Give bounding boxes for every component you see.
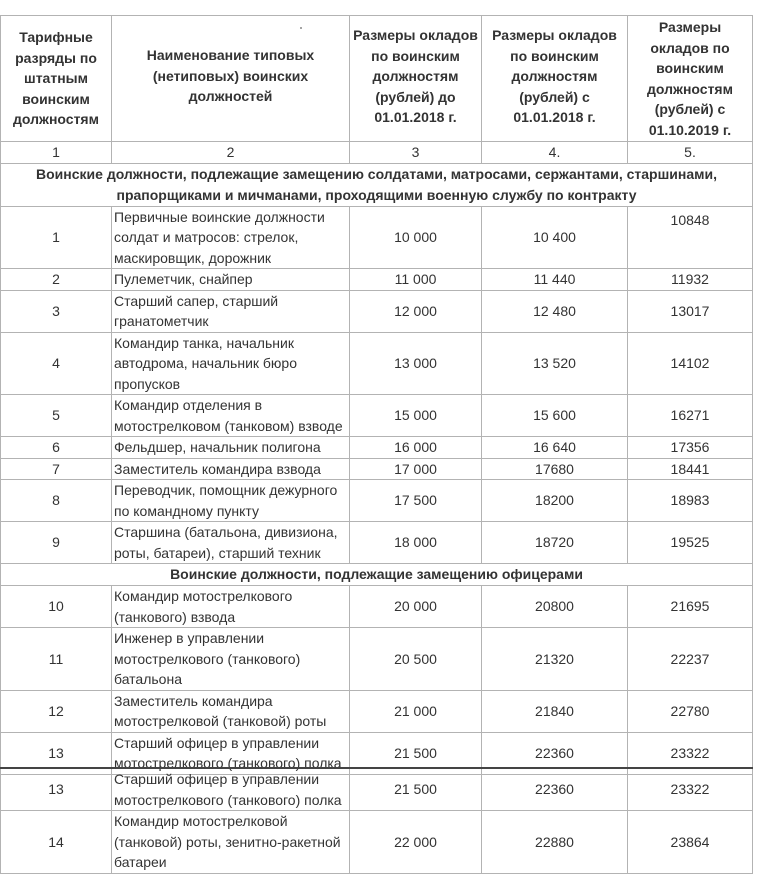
salary-before-2018-cell: 18 000 [350,522,482,564]
table-row [1,206,753,269]
salary-from-2019-cell: 23322 [628,732,753,774]
salary-from-2019-cell: 19525 [628,522,753,564]
grade-cell: 13 [1,732,112,774]
position-name-cell: Старший сапер, старший гранатометчик [112,290,350,332]
position-name-cell: Командир танка, начальник автодрома, начальник бюро пропусков [112,332,350,395]
salary-before-2018-cell: 22 000 [350,811,482,874]
table-row [1,480,753,522]
section-title-officers: Воинские должности, подлежащие замещению офицерами [1,564,753,586]
salary-from-2018-cell: 18720 [482,522,628,564]
salary-from-2019-cell: 10848 [628,206,753,269]
section-title-enlisted: Воинские должности, подлежащие замещению солдатами, матросами, сержантами, старшинами, прапорщиками и мичманами, проходящими военную службу по контракту [1,163,753,206]
salary-before-2018-cell: 21 500 [350,768,482,811]
salary-from-2018-cell: 22360 [482,768,628,811]
salary-from-2019-cell: 22237 [628,628,753,691]
section-row [1,564,753,586]
salary-before-2018-cell: 20 500 [350,628,482,691]
salary-from-2018-cell: 11 440 [482,269,628,291]
position-name-cell: Командир отделения в мотострелковом (танковом) взводе [112,395,350,437]
salary-from-2018-cell: 17680 [482,458,628,480]
table-row [1,768,753,811]
col-number: 1 [1,142,112,164]
table-row [1,332,753,395]
salary-from-2019-cell: 14102 [628,332,753,395]
salary-before-2018-cell: 21 000 [350,690,482,732]
salary-from-2018-cell: 22880 [482,811,628,874]
position-name-cell: Старшина (батальона, дивизиона, роты, батареи), старший техник [112,522,350,564]
salary-before-2018-cell: 15 000 [350,395,482,437]
grade-cell: 10 [1,586,112,628]
grade-cell: 9 [1,522,112,564]
table-row [1,586,753,628]
grade-cell: 4 [1,332,112,395]
col-number: 3 [350,142,482,164]
salary-before-2018-cell: 20 000 [350,586,482,628]
grade-cell: 13 [1,768,112,811]
salary-from-2018-cell: 12 480 [482,290,628,332]
position-name-cell: Заместитель командира мотострелковой (танковой) роты [112,690,350,732]
salary-from-2018-cell: 16 640 [482,437,628,459]
col-number: 5. [628,142,753,164]
salary-from-2018-cell: 15 600 [482,395,628,437]
salary-from-2019-cell: 17356 [628,437,753,459]
header-salary-before-2018: Размеры окладов по воинским должностям (рублей) до 01.01.2018 г. [350,16,482,142]
grade-cell: 14 [1,811,112,874]
table-row [1,458,753,480]
salary-from-2019-cell: 23322 [628,768,753,811]
salary-before-2018-cell: 16 000 [350,437,482,459]
grade-cell: 6 [1,437,112,459]
grade-cell: 12 [1,690,112,732]
grade-cell: 3 [1,290,112,332]
salary-before-2018-cell: 17 000 [350,458,482,480]
grade-cell: 7 [1,458,112,480]
col-number: 2 [112,142,350,164]
column-number-row [1,142,753,164]
position-name-cell: Переводчик, помощник дежурного по командному пункту [112,480,350,522]
table-row [1,437,753,459]
salary-from-2019-cell: 23864 [628,811,753,874]
section-row [1,163,753,206]
position-name-cell: Инженер в управлении мотострелкового (танкового) батальона [112,628,350,691]
position-name-cell: Фельдшер, начальник полигона [112,437,350,459]
grade-cell: 2 [1,269,112,291]
salary-from-2018-cell: 10 400 [482,206,628,269]
header-salary-from-2019: Размеры окладов по воинским должностям (рублей) с 01.10.2019 г. [628,16,753,142]
salary-from-2018-cell: 21840 [482,690,628,732]
table-row [1,290,753,332]
salary-from-2018-cell: 13 520 [482,332,628,395]
salary-from-2019-cell: 11932 [628,269,753,291]
salary-from-2018-cell: 21320 [482,628,628,691]
grade-cell: 11 [1,628,112,691]
salary-from-2019-cell: 16271 [628,395,753,437]
col-number: 4. [482,142,628,164]
grade-cell: 1 [1,206,112,269]
salary-table-continued [0,767,753,874]
position-name-cell: Старший офицер в управлении мотострелкового (танкового) полка [112,768,350,811]
salary-from-2019-cell: 21695 [628,586,753,628]
salary-before-2018-cell: 10 000 [350,206,482,269]
position-name-cell: Заместитель командира взвода [112,458,350,480]
header-position-name: Наименование типовых (нетиповых) воинских должностей [112,16,350,142]
salary-from-2018-cell: 20800 [482,586,628,628]
salary-from-2018-cell: 22360 [482,732,628,774]
header-row [1,16,753,142]
grade-cell: 5 [1,395,112,437]
position-name-cell: Командир мотострелкового (танкового) взвода [112,586,350,628]
table-row [1,690,753,732]
salary-from-2019-cell: 22780 [628,690,753,732]
header-salary-from-2018: Размеры окладов по воинским должностям (рублей) с 01.01.2018 г. [482,16,628,142]
salary-from-2019-cell: 18441 [628,458,753,480]
salary-before-2018-cell: 13 000 [350,332,482,395]
salary-before-2018-cell: 17 500 [350,480,482,522]
table-row [1,522,753,564]
header-grade: Тарифные разряды по штатным воинским должностям [1,16,112,142]
table-row [1,269,753,291]
salary-before-2018-cell: 21 500 [350,732,482,774]
salary-from-2019-cell: 18983 [628,480,753,522]
position-name-cell: Старший офицер в управлении мотострелкового (танкового) полка [112,732,350,774]
salary-from-2018-cell: 18200 [482,480,628,522]
salary-before-2018-cell: 11 000 [350,269,482,291]
position-name-cell: Первичные воинские должности солдат и матросов: стрелок, маскировщик, дорожник [112,206,350,269]
grade-cell: 8 [1,480,112,522]
table-row [1,811,753,874]
salary-table [0,15,753,775]
table-row [1,395,753,437]
table-row [1,628,753,691]
salary-before-2018-cell: 12 000 [350,290,482,332]
position-name-cell: Пулеметчик, снайпер [112,269,350,291]
salary-from-2019-cell: 13017 [628,290,753,332]
position-name-cell: Командир мотострелковой (танковой) роты, зенитно-ракетной батареи [112,811,350,874]
